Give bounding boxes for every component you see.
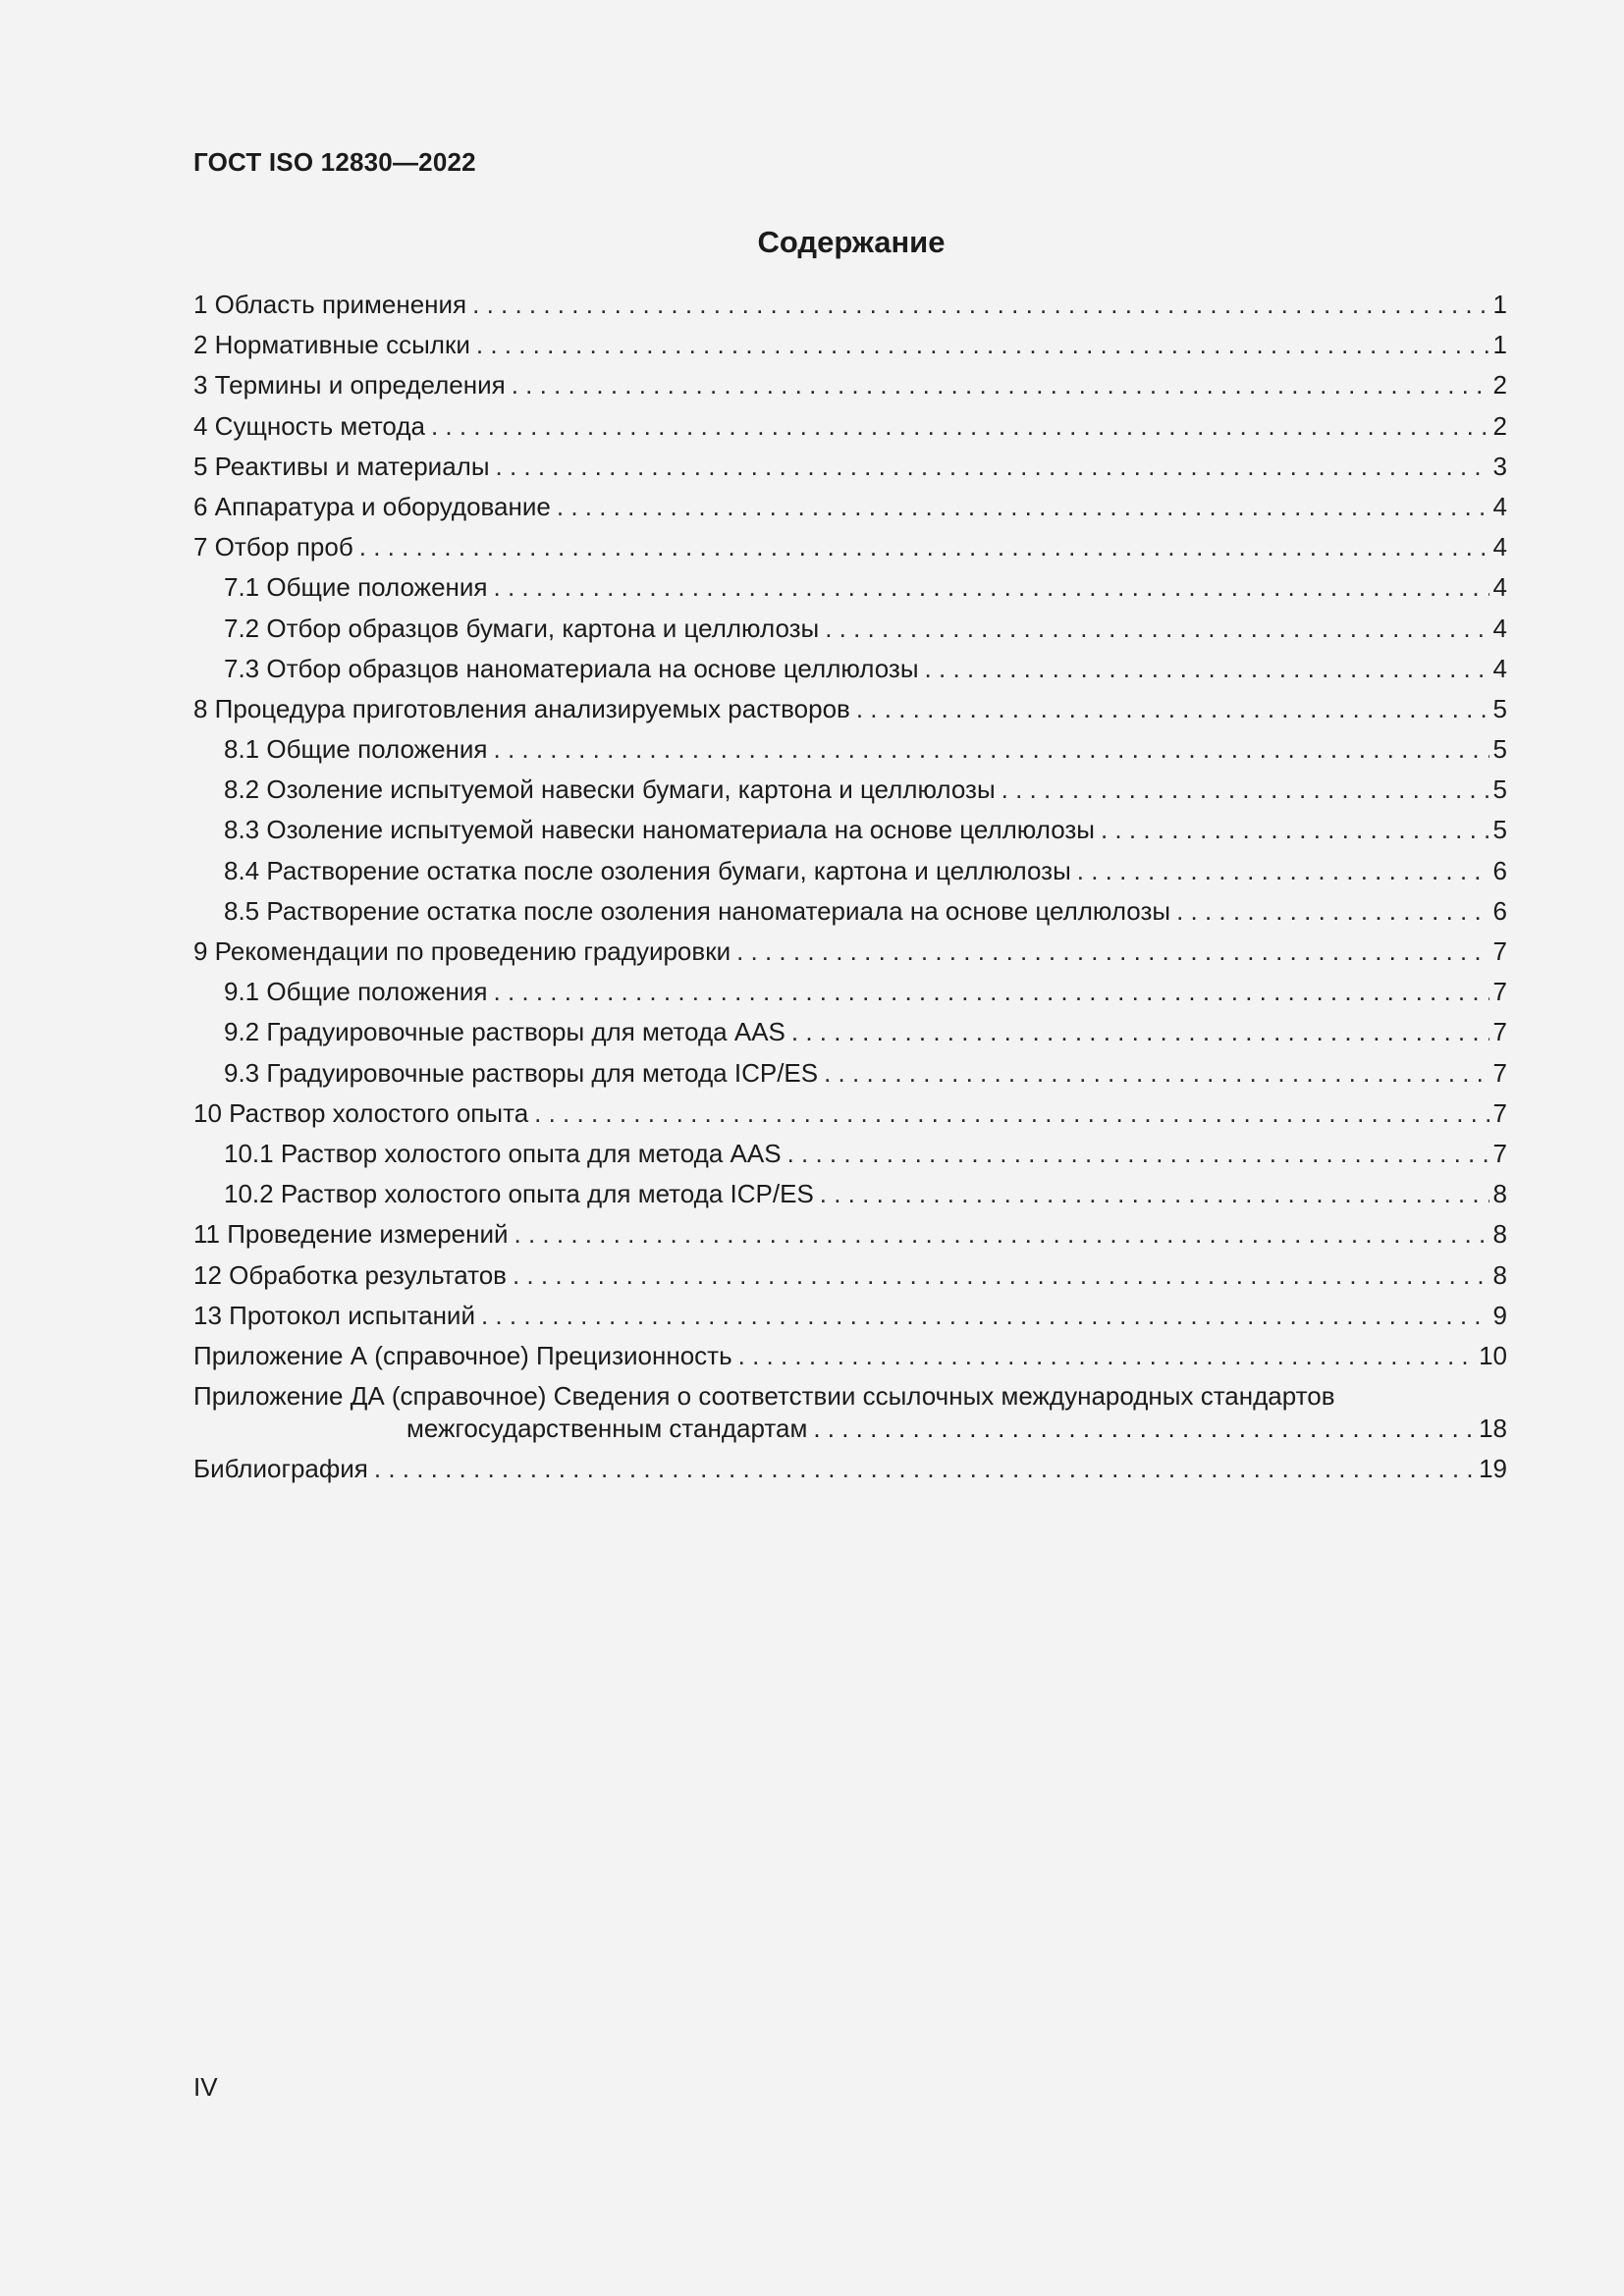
toc-entry-label: 13 Протокол испытаний bbox=[193, 1300, 475, 1330]
toc-entry-label: 9 Рекомендации по проведению градуировки bbox=[193, 936, 731, 966]
toc-entry[interactable] bbox=[193, 689, 1507, 729]
dot-leader bbox=[494, 729, 1489, 770]
dot-leader bbox=[514, 1214, 1489, 1255]
dot-leader bbox=[1001, 770, 1489, 810]
toc-page-number: 5 bbox=[1492, 693, 1507, 723]
dot-leader bbox=[494, 972, 1489, 1012]
dot-leader bbox=[1077, 851, 1489, 891]
toc-entry-label: 8.1 Общие положения bbox=[224, 734, 488, 765]
toc-entry-label: 7.2 Отбор образцов бумаги, картона и целлюлозы bbox=[224, 613, 820, 643]
toc-page-number: 4 bbox=[1492, 572, 1507, 603]
toc-entry-label: 10.2 Раствор холостого опыта для метода ICP/ES bbox=[224, 1179, 814, 1209]
dot-leader bbox=[1101, 810, 1489, 850]
dot-leader bbox=[431, 406, 1489, 447]
toc-entry[interactable] bbox=[193, 1214, 1507, 1255]
toc-entry-label: 12 Обработка результатов bbox=[193, 1259, 507, 1290]
dot-leader bbox=[359, 527, 1489, 567]
toc-page-number: 4 bbox=[1492, 532, 1507, 562]
toc-page-number: 3 bbox=[1492, 451, 1507, 481]
dot-leader bbox=[824, 1053, 1489, 1094]
toc-entry[interactable] bbox=[193, 810, 1507, 850]
toc-entry[interactable] bbox=[193, 447, 1507, 487]
document-header: ГОСТ ISO 12830—2022 bbox=[193, 147, 476, 177]
toc-entry-label: 9.1 Общие положения bbox=[224, 977, 488, 1007]
toc-page-number: 7 bbox=[1492, 1138, 1507, 1168]
toc-entry[interactable] bbox=[193, 487, 1507, 527]
toc-entry[interactable] bbox=[193, 1296, 1507, 1336]
toc-entry[interactable] bbox=[193, 932, 1507, 972]
toc-page-number: 4 bbox=[1492, 491, 1507, 521]
toc-page-number: 1 bbox=[1492, 330, 1507, 360]
toc-entry[interactable] bbox=[193, 325, 1507, 365]
toc-entry[interactable] bbox=[193, 365, 1507, 405]
toc-entry-label: Библиография bbox=[193, 1454, 368, 1484]
dot-leader bbox=[1176, 891, 1489, 932]
dot-leader bbox=[557, 487, 1489, 527]
toc-page-number: 6 bbox=[1492, 895, 1507, 926]
toc-page-number: 7 bbox=[1492, 1017, 1507, 1047]
toc-entry[interactable] bbox=[193, 649, 1507, 689]
dot-leader bbox=[925, 649, 1489, 689]
toc-entry-label: 8.2 Озоление испытуемой навески бумаги, картона и целлюлозы bbox=[224, 774, 996, 805]
toc-page-number: 8 bbox=[1492, 1219, 1507, 1250]
toc-entry-label: 3 Термины и определения bbox=[193, 370, 506, 400]
toc-page-number: 5 bbox=[1492, 815, 1507, 845]
dot-leader bbox=[787, 1134, 1489, 1174]
dot-leader bbox=[512, 365, 1489, 405]
toc-entry-label: Приложение ДА (справочное) Сведения о соответствии ссылочных международных стандартов bbox=[193, 1381, 1335, 1412]
toc-page-number: 8 bbox=[1492, 1259, 1507, 1290]
toc-entry-label: 1 Область применения bbox=[193, 290, 467, 319]
dot-leader bbox=[374, 1449, 1475, 1489]
dot-leader bbox=[496, 447, 1489, 487]
toc-page-number: 7 bbox=[1492, 1057, 1507, 1088]
toc-entry[interactable] bbox=[193, 729, 1507, 770]
toc-page-number: 4 bbox=[1492, 613, 1507, 643]
toc-entry-label: 5 Реактивы и материалы bbox=[193, 451, 490, 481]
toc-entry-label: 8 Процедура приготовления анализируемых растворов bbox=[193, 693, 850, 723]
dot-leader bbox=[736, 932, 1489, 972]
toc-page-number: 1 bbox=[1492, 290, 1507, 319]
toc-page-number: 6 bbox=[1492, 855, 1507, 885]
dot-leader bbox=[476, 325, 1489, 365]
dot-leader bbox=[791, 1012, 1489, 1052]
toc-entry[interactable] bbox=[193, 891, 1507, 932]
toc-entry-label: 6 Аппаратура и оборудование bbox=[193, 491, 551, 521]
toc-page-number: 5 bbox=[1492, 734, 1507, 765]
toc-entry-label: 10 Раствор холостого опыта bbox=[193, 1097, 529, 1128]
toc-entry-label: 8.5 Растворение остатка после озоления наноматериала на основе целлюлозы bbox=[224, 895, 1171, 926]
toc-page-number: 5 bbox=[1492, 774, 1507, 805]
dot-leader bbox=[825, 609, 1489, 649]
toc-entry[interactable] bbox=[193, 1094, 1507, 1134]
toc-entry[interactable] bbox=[193, 851, 1507, 891]
toc-page-number: 7 bbox=[1492, 1097, 1507, 1128]
toc-entry-annex-da[interactable] bbox=[193, 1376, 1507, 1449]
toc-entry-label: 2 Нормативные ссылки bbox=[193, 330, 470, 360]
toc-entry[interactable] bbox=[193, 1255, 1507, 1296]
toc-page-number: 7 bbox=[1492, 977, 1507, 1007]
toc-entries bbox=[193, 285, 1507, 1376]
toc-entry[interactable] bbox=[193, 527, 1507, 567]
toc-page-number: 8 bbox=[1492, 1179, 1507, 1209]
toc-entry-label: 8.3 Озоление испытуемой навески наноматериала на основе целлюлозы bbox=[224, 815, 1095, 845]
toc-title: Содержание bbox=[757, 225, 946, 259]
toc-page-number: 19 bbox=[1479, 1454, 1507, 1484]
toc-page-number: 9 bbox=[1492, 1300, 1507, 1330]
toc-entry[interactable] bbox=[193, 609, 1507, 649]
page-number: IV bbox=[193, 2072, 218, 2102]
toc-entry[interactable] bbox=[193, 406, 1507, 447]
toc-entry[interactable] bbox=[193, 567, 1507, 608]
toc-page-number: 10 bbox=[1479, 1340, 1507, 1370]
toc-entry-label: 10.1 Раствор холостого опыта для метода AAS bbox=[224, 1138, 782, 1168]
toc-page-number: 18 bbox=[1479, 1414, 1507, 1444]
dot-leader bbox=[534, 1094, 1489, 1134]
dot-leader bbox=[481, 1296, 1489, 1336]
toc-entry-label: 11 Проведение измерений bbox=[193, 1219, 509, 1250]
dot-leader bbox=[813, 1413, 1475, 1445]
toc-entry-label-continued: межгосударственным стандартам bbox=[406, 1414, 808, 1444]
toc-entry[interactable] bbox=[193, 972, 1507, 1012]
toc-entry-label: 7.3 Отбор образцов наноматериала на основе целлюлозы bbox=[224, 653, 919, 683]
toc-entry-label: 8.4 Растворение остатка после озоления бумаги, картона и целлюлозы bbox=[224, 855, 1071, 885]
toc-entry-label: 7 Отбор проб bbox=[193, 532, 353, 562]
toc-entry-bibliography[interactable] bbox=[193, 1449, 1507, 1489]
dot-leader bbox=[856, 689, 1489, 729]
toc-entry[interactable] bbox=[193, 1174, 1507, 1214]
dot-leader bbox=[513, 1255, 1489, 1296]
toc-entry[interactable] bbox=[193, 1134, 1507, 1174]
dot-leader bbox=[738, 1336, 1475, 1376]
toc-entry[interactable] bbox=[193, 1053, 1507, 1094]
toc-entry-label: 9.2 Градуировочные растворы для метода AAS bbox=[224, 1017, 785, 1047]
toc-entry-label: Приложение А (справочное) Прецизионность bbox=[193, 1340, 732, 1370]
toc-entry[interactable] bbox=[193, 1336, 1507, 1376]
dot-leader bbox=[820, 1174, 1489, 1214]
toc-entry-label: 9.3 Градуировочные растворы для метода ICP/ES bbox=[224, 1057, 819, 1088]
dot-leader bbox=[494, 567, 1489, 608]
toc-page-number: 4 bbox=[1492, 653, 1507, 683]
toc-entry-label: 7.1 Общие положения bbox=[224, 572, 488, 603]
toc-entry-label: 4 Сущность метода bbox=[193, 410, 425, 441]
toc-entry[interactable] bbox=[193, 770, 1507, 810]
toc-entry[interactable] bbox=[193, 1012, 1507, 1052]
toc-page-number: 7 bbox=[1492, 936, 1507, 966]
table-of-contents bbox=[193, 285, 1507, 1489]
toc-page-number: 2 bbox=[1492, 370, 1507, 400]
dot-leader bbox=[472, 285, 1489, 325]
toc-page-number: 2 bbox=[1492, 410, 1507, 441]
toc-entry[interactable] bbox=[193, 285, 1507, 325]
